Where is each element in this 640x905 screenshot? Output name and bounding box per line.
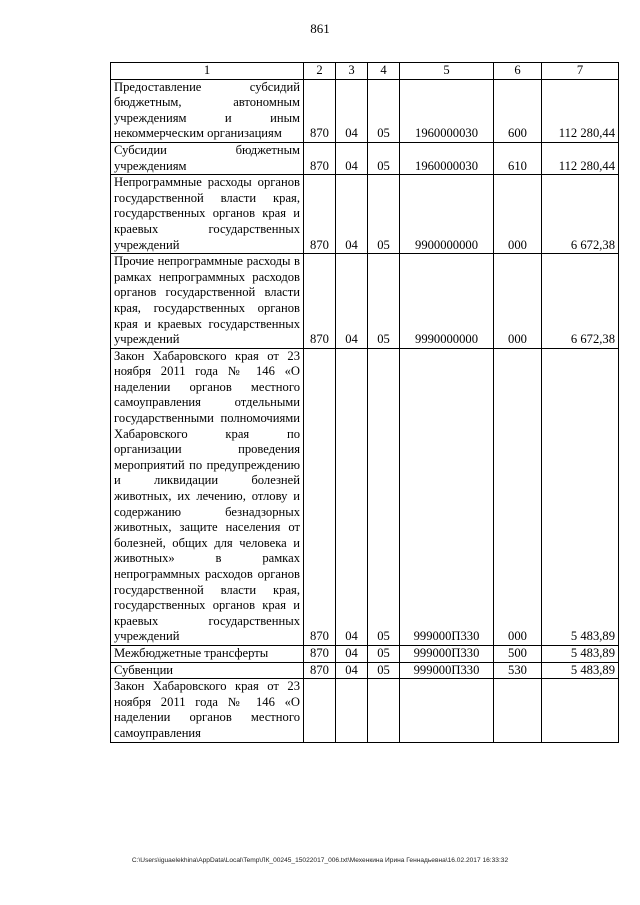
cell-section: 04 <box>336 645 368 662</box>
table-row <box>111 142 619 174</box>
table-row <box>111 645 619 662</box>
cell-amount: 5 483,89 <box>542 662 619 679</box>
row-name: Непрограммные расходы органов государственной власти края, государственных органов края и краевых государственных учреждений <box>111 175 304 254</box>
cell-section: 04 <box>336 254 368 349</box>
cell-target-article: 999000П330 <box>400 348 494 645</box>
cell-section: 04 <box>336 175 368 254</box>
cell-amount: 6 672,38 <box>542 175 619 254</box>
column-header: 4 <box>368 63 400 80</box>
cell-target-article: 9990000000 <box>400 254 494 349</box>
cell-subsection: 05 <box>368 645 400 662</box>
cell-target-article <box>400 679 494 742</box>
cell-expense-type: 000 <box>494 348 542 645</box>
row-name: Закон Хабаровского края от 23 ноября 2011 года № 146 «О наделении органов местного самоуправления <box>111 679 304 742</box>
cell-subsection <box>368 679 400 742</box>
cell-section: 04 <box>336 662 368 679</box>
cell-target-article: 9900000000 <box>400 175 494 254</box>
cell-expense-type: 530 <box>494 662 542 679</box>
row-name: Субвенции <box>111 662 304 679</box>
file-path-footer: C:\Users\iguaelekhina\AppData\Local\Temp\ЛК_00245_15022017_006.txt\Мехенкина Ирина Геннадьевна\16.02.2017 16:33:32 <box>131 857 509 864</box>
column-header: 1 <box>111 63 304 80</box>
cell-amount: 112 280,44 <box>542 142 619 174</box>
cell-amount <box>542 679 619 742</box>
cell-ministry <box>304 679 336 742</box>
cell-section: 04 <box>336 142 368 174</box>
cell-target-article: 999000П330 <box>400 662 494 679</box>
cell-section: 04 <box>336 79 368 142</box>
cell-target-article: 999000П330 <box>400 645 494 662</box>
cell-subsection: 05 <box>368 79 400 142</box>
cell-expense-type <box>494 679 542 742</box>
cell-ministry: 870 <box>304 662 336 679</box>
table-row <box>111 175 619 254</box>
page-number: 861 <box>310 21 330 36</box>
cell-subsection: 05 <box>368 348 400 645</box>
cell-expense-type: 600 <box>494 79 542 142</box>
cell-ministry: 870 <box>304 175 336 254</box>
table-row <box>111 662 619 679</box>
table-header-row <box>111 63 619 80</box>
cell-ministry: 870 <box>304 645 336 662</box>
row-name: Предоставление субсидий бюджетным, автономным учреждениям и иным некоммерческим организациям <box>111 79 304 142</box>
column-header: 6 <box>494 63 542 80</box>
row-name: Межбюджетные трансферты <box>111 645 304 662</box>
cell-amount: 112 280,44 <box>542 79 619 142</box>
cell-subsection: 05 <box>368 254 400 349</box>
cell-ministry: 870 <box>304 142 336 174</box>
cell-ministry: 870 <box>304 254 336 349</box>
column-header: 5 <box>400 63 494 80</box>
column-header: 7 <box>542 63 619 80</box>
row-name: Прочие непрограммные расходы в рамках непрограммных расходов органов государственной власти края, государственных органов края и краевых государственных учреждений <box>111 254 304 349</box>
cell-ministry: 870 <box>304 79 336 142</box>
cell-section <box>336 679 368 742</box>
column-header: 3 <box>336 63 368 80</box>
cell-target-article: 1960000030 <box>400 142 494 174</box>
cell-expense-type: 500 <box>494 645 542 662</box>
cell-amount: 6 672,38 <box>542 254 619 349</box>
row-name: Закон Хабаровского края от 23 ноября 2011 года № 146 «О наделении органов местного самоуправления отдельными государственными полномочиями Хабаровского края по организации проведения мероприятий по предупреждению и ликвидации болезней животных, их лечению, отлову и содержанию безнадзорных животных, защите населения от болезней, общих для человека и животных» в рамках непрограммных расходов органов государственной власти края, государственных органов края и краевых государственных учреждений <box>111 348 304 645</box>
cell-expense-type: 000 <box>494 254 542 349</box>
cell-subsection: 05 <box>368 175 400 254</box>
cell-subsection: 05 <box>368 142 400 174</box>
table-row <box>111 254 619 349</box>
table-row <box>111 679 619 742</box>
cell-expense-type: 610 <box>494 142 542 174</box>
cell-amount: 5 483,89 <box>542 348 619 645</box>
column-header: 2 <box>304 63 336 80</box>
budget-table <box>110 62 619 743</box>
cell-subsection: 05 <box>368 662 400 679</box>
row-name: Субсидии бюджетным учреждениям <box>111 142 304 174</box>
table-row <box>111 79 619 142</box>
cell-target-article: 1960000030 <box>400 79 494 142</box>
cell-expense-type: 000 <box>494 175 542 254</box>
cell-section: 04 <box>336 348 368 645</box>
table-row <box>111 348 619 645</box>
cell-ministry: 870 <box>304 348 336 645</box>
cell-amount: 5 483,89 <box>542 645 619 662</box>
